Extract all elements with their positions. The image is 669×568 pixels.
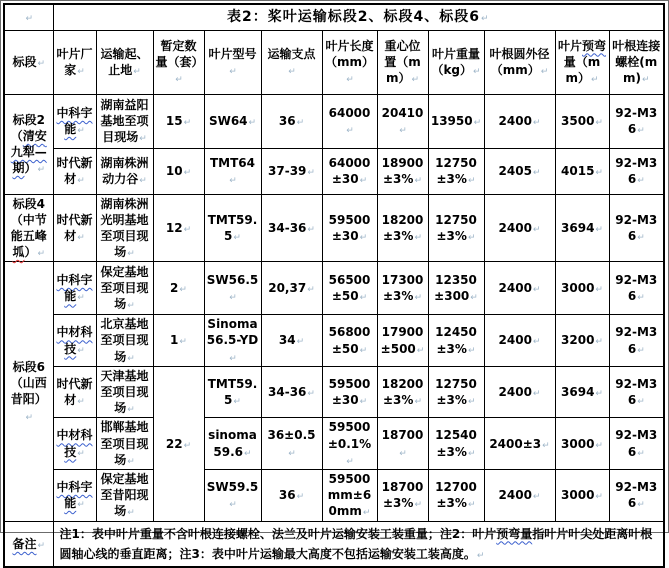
text-segment: 中科宇能 [56, 273, 93, 304]
text-segment: 叶根圆外径（mm） [489, 46, 550, 77]
column-header-root-diameter [484, 30, 555, 94]
text-segment: 3000 [561, 281, 595, 296]
column-header-blade-length [322, 30, 377, 94]
root-bolts-cell [609, 262, 664, 315]
manufacturer-cell [53, 194, 96, 262]
blade-length-cell [322, 194, 377, 262]
text-segment: 3000 [561, 488, 595, 503]
blade-length-cell [377, 469, 428, 521]
blade-model-cell [204, 366, 261, 418]
pre-bend-cell [555, 366, 609, 418]
text-segment: 邯郸基地至项目现场 [100, 420, 149, 467]
text-segment: SW59.5 [206, 480, 259, 495]
text-segment: ） [24, 161, 37, 176]
root-diameter-cell [484, 194, 555, 262]
text-segment: 2400 [498, 385, 532, 399]
blade-weight-cell [484, 418, 555, 470]
blade-model-cell [204, 315, 261, 367]
notes-row [4, 521, 664, 567]
text-segment: TMT64 [209, 155, 255, 170]
text-segment: 18700 [381, 428, 424, 443]
blade-transport-table [3, 3, 665, 568]
table-row [4, 262, 664, 315]
text-segment: 湖南株洲动力谷 [100, 155, 149, 186]
text-segment: 备注 [12, 536, 37, 551]
text-segment: 标段2（ [10, 112, 45, 143]
column-header-pre-bend [555, 30, 609, 94]
text-segment: 标段4（中节能五峰 [10, 196, 47, 243]
text-segment: 92-M36 [615, 155, 658, 186]
table-row [4, 469, 664, 521]
text-segment: 预弯量 [496, 526, 533, 541]
text-segment: 56500±50 [328, 273, 371, 304]
text-segment: 中科宇能 [56, 480, 93, 511]
text-segment: 20410 [381, 105, 424, 120]
support-points-cell [261, 148, 322, 194]
text-segment: 北京基地至项目现场 [100, 317, 149, 364]
support-points-cell [322, 469, 377, 521]
text-segment: 12750±3% [435, 155, 477, 186]
text-segment: 59500±30 [328, 212, 371, 243]
support-points-cell [261, 315, 322, 367]
cg-position-cell [428, 469, 484, 521]
text-segment: 1 [170, 333, 179, 348]
pre-bend-cell [555, 262, 609, 315]
route-cell [96, 469, 153, 521]
pre-bend-cell [609, 418, 664, 470]
root-diameter-cell [484, 148, 555, 194]
text-segment: 18900±3% [381, 155, 424, 186]
blade-model-cell [261, 418, 322, 470]
root-bolts-cell [609, 366, 664, 418]
manufacturer-cell [53, 418, 96, 470]
text-segment: 2400 [498, 220, 532, 235]
quantity-cell [153, 315, 204, 367]
notes-cell [53, 521, 664, 567]
table-row [4, 94, 664, 148]
text-segment: 92-M36 [615, 325, 658, 356]
text-segment: 时代新材 [56, 155, 93, 186]
manufacturer-cell [53, 366, 96, 418]
text-segment: 保定基地至项目现场 [100, 264, 149, 312]
text-segment: SW64 [208, 113, 248, 128]
text-segment: 保定基地至昔阳现场 [100, 471, 149, 519]
cg-position-cell [428, 418, 484, 470]
text-segment: 18200±3% [381, 212, 424, 243]
text-segment: 92-M36 [615, 480, 658, 511]
route-cell [96, 262, 153, 315]
text-segment: 标段 [12, 54, 37, 69]
quantity-cell [204, 418, 261, 470]
manufacturer-cell [53, 148, 96, 194]
blade-model-cell [204, 148, 261, 194]
blade-model-cell [204, 262, 261, 315]
text-segment: 18700±3% [381, 480, 424, 511]
quantity-cell [153, 262, 204, 315]
text-segment: 2400±3 [489, 436, 542, 451]
blade-length-cell [322, 94, 377, 148]
text-segment: 18200±3% [381, 376, 424, 408]
blade-length-cell [322, 366, 377, 418]
text-segment: 12750±3% [435, 212, 477, 243]
text-segment: 64000±30 [328, 155, 371, 186]
text-segment: 17300±3% [381, 273, 424, 304]
column-header-cg-position [377, 30, 428, 94]
text-segment: 92-M36 [615, 105, 658, 136]
quantity-cell [153, 366, 204, 521]
text-segment: 59500±30 [328, 376, 371, 408]
text-segment: 34 [278, 333, 296, 348]
text-segment: SW56.5 [206, 273, 259, 288]
text-segment: 2400 [498, 113, 532, 128]
text-segment: 36 [278, 113, 296, 128]
root-diameter-cell [555, 469, 609, 521]
corner-cell [4, 4, 53, 30]
support-points-cell [322, 418, 377, 470]
text-segment: 叶片厂家 [56, 46, 93, 77]
text-segment: 3000 [561, 436, 595, 451]
support-points-cell [261, 262, 322, 315]
text-segment: 2 [170, 281, 179, 296]
text-segment: 12 [165, 220, 183, 235]
column-header-blade-model [204, 30, 261, 94]
section-cell [4, 194, 53, 262]
manufacturer-cell [53, 262, 96, 315]
text-segment: 12750±3% [435, 376, 477, 408]
text-segment: 表2：桨叶运输标段2、标段4、标段6 [227, 8, 480, 25]
root-diameter-cell [484, 366, 555, 418]
route-cell [96, 315, 153, 367]
blade-model-cell [204, 94, 261, 148]
text-segment: 92-M36 [615, 428, 658, 459]
table-row [4, 366, 664, 418]
text-segment: 中科宇能 [56, 105, 93, 136]
quantity-cell [153, 194, 204, 262]
text-segment: 量（mm） [563, 54, 601, 86]
text-segment: 2400 [498, 333, 532, 348]
pre-bend-cell [609, 469, 664, 521]
column-header-quantity [153, 30, 204, 94]
table-row [4, 194, 664, 262]
text-segment: 92-M36 [615, 376, 658, 408]
blade-length-cell [322, 148, 377, 194]
text-segment: 59500mm±60mm [327, 471, 372, 519]
pre-bend-cell [555, 194, 609, 262]
text-segment: 12350±300 [434, 273, 477, 304]
root-diameter-cell [555, 418, 609, 470]
column-header-blade-weight [428, 30, 484, 94]
table-body [4, 4, 664, 567]
text-segment: 运输支点 [267, 46, 316, 61]
text-segment: 时代新材 [56, 376, 93, 408]
root-bolts-cell [609, 315, 664, 367]
text-segment: 92-M36 [615, 273, 658, 304]
text-segment: TMT59.5 [207, 212, 258, 243]
text-segment: 湖南株洲光明基地至项目现场 [100, 196, 149, 260]
column-header-section [4, 30, 53, 94]
text-segment: 15 [165, 113, 183, 128]
blade-weight-cell [484, 469, 555, 521]
text-segment: 34-36 [268, 220, 307, 235]
pre-bend-cell [555, 94, 609, 148]
blade-length-cell [322, 262, 377, 315]
blade-model-cell [261, 469, 322, 521]
text-segment: TMT59.5 [207, 376, 258, 408]
route-cell [96, 148, 153, 194]
route-cell [96, 194, 153, 262]
blade-weight-cell [428, 94, 484, 148]
text-segment: 天津基地至项目现场 [100, 368, 149, 416]
blade-weight-cell [428, 148, 484, 194]
text-segment: 22 [165, 436, 183, 451]
support-points-cell [261, 366, 322, 418]
section-cell [4, 94, 53, 194]
column-header-route [96, 30, 153, 94]
notes-label [4, 521, 53, 567]
column-header-manufacturer [53, 30, 96, 94]
text-segment: 叶片重量（kg） [431, 46, 480, 77]
blade-length-cell [322, 315, 377, 367]
support-points-cell [261, 94, 322, 148]
text-segment: 37-39 [268, 163, 307, 178]
support-points-cell [261, 194, 322, 262]
cg-position-cell [377, 148, 428, 194]
text-segment: 时代新材 [56, 212, 93, 243]
text-segment: 坬 [12, 245, 25, 260]
manufacturer-cell [53, 94, 96, 148]
text-segment: 2400 [498, 488, 532, 503]
root-bolts-cell [609, 148, 664, 194]
text-segment: 3200 [561, 333, 595, 348]
blade-length-cell [377, 418, 428, 470]
text-segment: 4015 [561, 163, 595, 178]
text-segment: 中材科技 [56, 428, 93, 459]
text-segment: 13950 [430, 113, 473, 128]
text-segment: 叶片长度（mm） [324, 38, 374, 69]
text-segment: 中材科技 [56, 325, 93, 356]
text-segment: 预弯 [582, 38, 607, 53]
table-row [4, 418, 664, 470]
quantity-cell [204, 469, 261, 521]
cg-position-cell [377, 315, 428, 367]
quantity-cell [153, 148, 204, 194]
text-segment: 12700±3% [435, 480, 477, 511]
cg-position-cell [377, 194, 428, 262]
root-diameter-cell [484, 94, 555, 148]
text-segment: 56800±50 [328, 325, 371, 356]
text-segment: 20,37 [268, 281, 307, 296]
text-segment: 64000 [328, 105, 371, 120]
text-segment: 12450±3% [435, 325, 477, 356]
root-diameter-cell [484, 262, 555, 315]
text-segment: Sinoma56.5-YD [206, 317, 259, 348]
text-segment: 92-M36 [615, 212, 658, 243]
text-segment: 暂定数量（套） [155, 38, 204, 69]
text-segment: 2400 [498, 281, 532, 296]
text-segment: 10 [165, 163, 183, 178]
table-row [4, 315, 664, 367]
text-segment: 59500±0.1% [327, 420, 372, 451]
cg-position-cell [377, 366, 428, 418]
blade-weight-cell [428, 262, 484, 315]
text-segment: 12540±3% [435, 428, 477, 459]
text-segment: 2405 [498, 163, 532, 178]
title-row [4, 4, 664, 30]
text-segment: 运输起、止地 [100, 46, 149, 77]
root-bolts-cell [609, 94, 664, 148]
text-segment: 3694 [561, 385, 595, 399]
column-header-root-bolts [609, 30, 664, 94]
cg-position-cell [377, 262, 428, 315]
route-cell [96, 94, 153, 148]
header-row [4, 30, 664, 94]
text-segment: 34-36 [268, 385, 307, 399]
column-header-support-points [261, 30, 322, 94]
text-segment: 36±0.5 [267, 428, 316, 443]
text-segment: 叶根连接螺栓(mm) [612, 38, 661, 86]
text-segment: 指叶片叶尖处距离叶根圆轴心线的垂直距离；注3：表中叶片运输最大高度不包括运输安装工装高度。 [59, 526, 653, 561]
text-segment: ） [24, 245, 37, 260]
text-segment: 标段6（山西昔阳） [10, 360, 47, 407]
blade-model-cell [204, 194, 261, 262]
table-title [53, 4, 664, 30]
text-segment: 17900±500 [380, 325, 424, 356]
quantity-cell [153, 94, 204, 148]
text-segment: 注1：表中叶片重量不含叶根连接螺栓、法兰及叶片运输安装工装重量；注2：叶片 [59, 526, 497, 541]
text-segment: 叶片 [557, 38, 582, 53]
route-cell [96, 418, 153, 470]
text-segment: 清安九犁—期 [10, 128, 47, 176]
blade-weight-cell [428, 366, 484, 418]
text-segment: 重心位置（mm） [384, 38, 421, 86]
text-segment: 3500 [561, 113, 595, 128]
root-diameter-cell [484, 315, 555, 367]
route-cell [96, 366, 153, 418]
blade-weight-cell [428, 315, 484, 367]
blade-weight-cell [428, 194, 484, 262]
table-row [4, 148, 664, 194]
manufacturer-cell [53, 315, 96, 367]
text-segment: sinoma59.6 [208, 428, 257, 459]
text-segment: 3694 [561, 220, 595, 235]
text-segment: 湖南益阳基地至项目现场 [100, 97, 149, 145]
pre-bend-cell [555, 148, 609, 194]
cg-position-cell [377, 94, 428, 148]
root-bolts-cell [609, 194, 664, 262]
text-segment: 36 [278, 488, 296, 503]
text-segment: 叶片型号 [208, 46, 257, 61]
section-cell [4, 262, 53, 521]
pre-bend-cell [555, 315, 609, 367]
manufacturer-cell [53, 469, 96, 521]
